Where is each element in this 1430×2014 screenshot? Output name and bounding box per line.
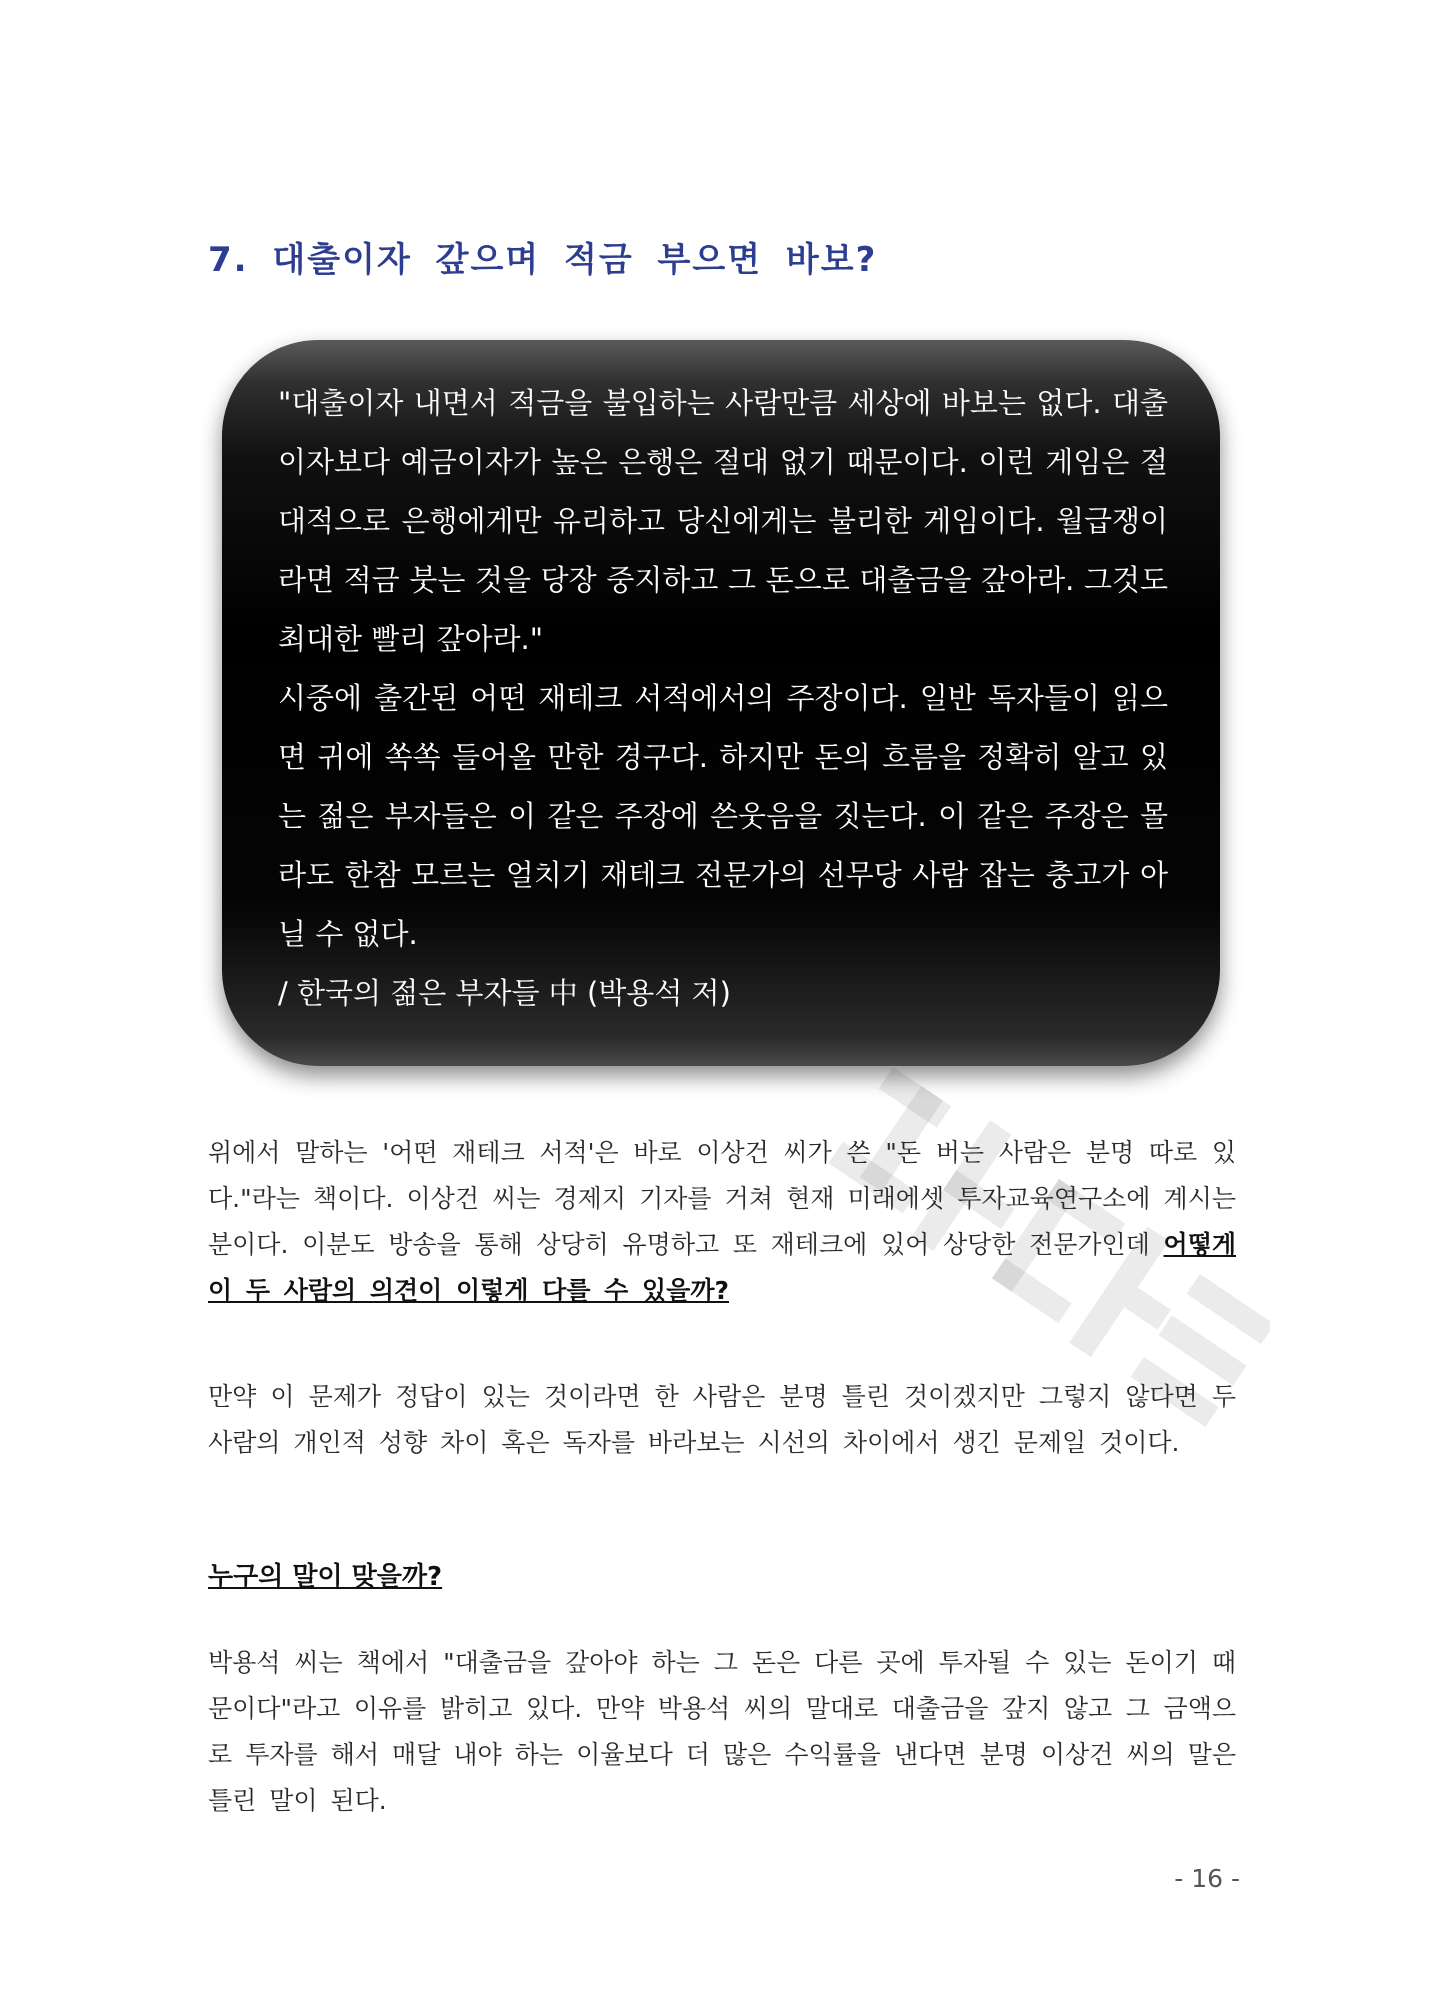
body-paragraph-3: 박용석 씨는 책에서 "대출금을 갚아야 하는 그 돈은 다른 곳에 투자될 수 있는 돈이기 때문이다"라고 이유를 밝히고 있다. 만약 박용석 씨의 말대로 대출금을 갚지 않고 그 금액으로 투자를 해서 매달 내야 하는 이율보다 더 많은 수익률을 낸다면 분명 이상건 씨의 말은 틀린 말이 된다. <box>208 1648 1236 1815</box>
page-number: - 16 - <box>1174 1864 1240 1893</box>
quote-citation: / 한국의 젊은 부자들 中 (박용석 저) <box>278 976 731 1010</box>
body-paragraph-2: 만약 이 문제가 정답이 있는 것이라면 한 사람은 분명 틀린 것이겠지만 그렇지 않다면 두 사람의 개인적 성향 차이 혹은 독자를 바라보는 시선의 차이에서 생긴 문제일 것이다. <box>208 1382 1236 1457</box>
body-paragraph-1 <box>208 1130 1236 1314</box>
quote-commentary: 시중에 출간된 어떤 재테크 서적에서의 주장이다. 일반 독자들이 읽으면 귀에 쏙쏙 들어올 만한 경구다. 하지만 돈의 흐름을 정확히 알고 있는 젊은 부자들은 이 같은 주장에 쓴웃음을 짓는다. 이 같은 주장은 몰라도 한참 모르는 얼치기 재테크 전문가의 선무당 사람 잡는 충고가 아닐 수 없다. <box>278 681 1168 951</box>
paragraph-1-text: 위에서 말하는 '어떤 재테크 서적'은 바로 이상건 씨가 쓴 "돈 버는 사람은 분명 따로 있다."라는 책이다. 이상건 씨는 경제지 기자를 거쳐 현재 미래에셋 투자교육연구소에 계시는 분이다. 이분도 방송을 통해 상당히 유명하고 또 재테크에 있어 상당한 전문가인데 <box>208 1138 1236 1259</box>
quote-box <box>222 340 1220 1066</box>
section-heading: 7. 대출이자 갚으며 적금 부으면 바보? <box>208 240 878 280</box>
quote-body: "대출이자 내면서 적금을 불입하는 사람만큼 세상에 바보는 없다. 대출이자보다 예금이자가 높은 은행은 절대 없기 때문이다. 이런 게임은 절대적으로 은행에게만 유리하고 당신에게는 불리한 게임이다. 월급쟁이라면 적금 붓는 것을 당장 중지하고 그 돈으로 대출금을 갚아라. 그것도 최대한 빨리 갚아라." <box>278 386 1168 656</box>
emphasized-question: 어떻게 이 두 사람의 의견이 이렇게 다를 수 있을까? <box>208 1230 1236 1305</box>
subheading: 누구의 말이 맞을까? <box>208 1562 443 1592</box>
quote-content <box>278 374 1168 1023</box>
